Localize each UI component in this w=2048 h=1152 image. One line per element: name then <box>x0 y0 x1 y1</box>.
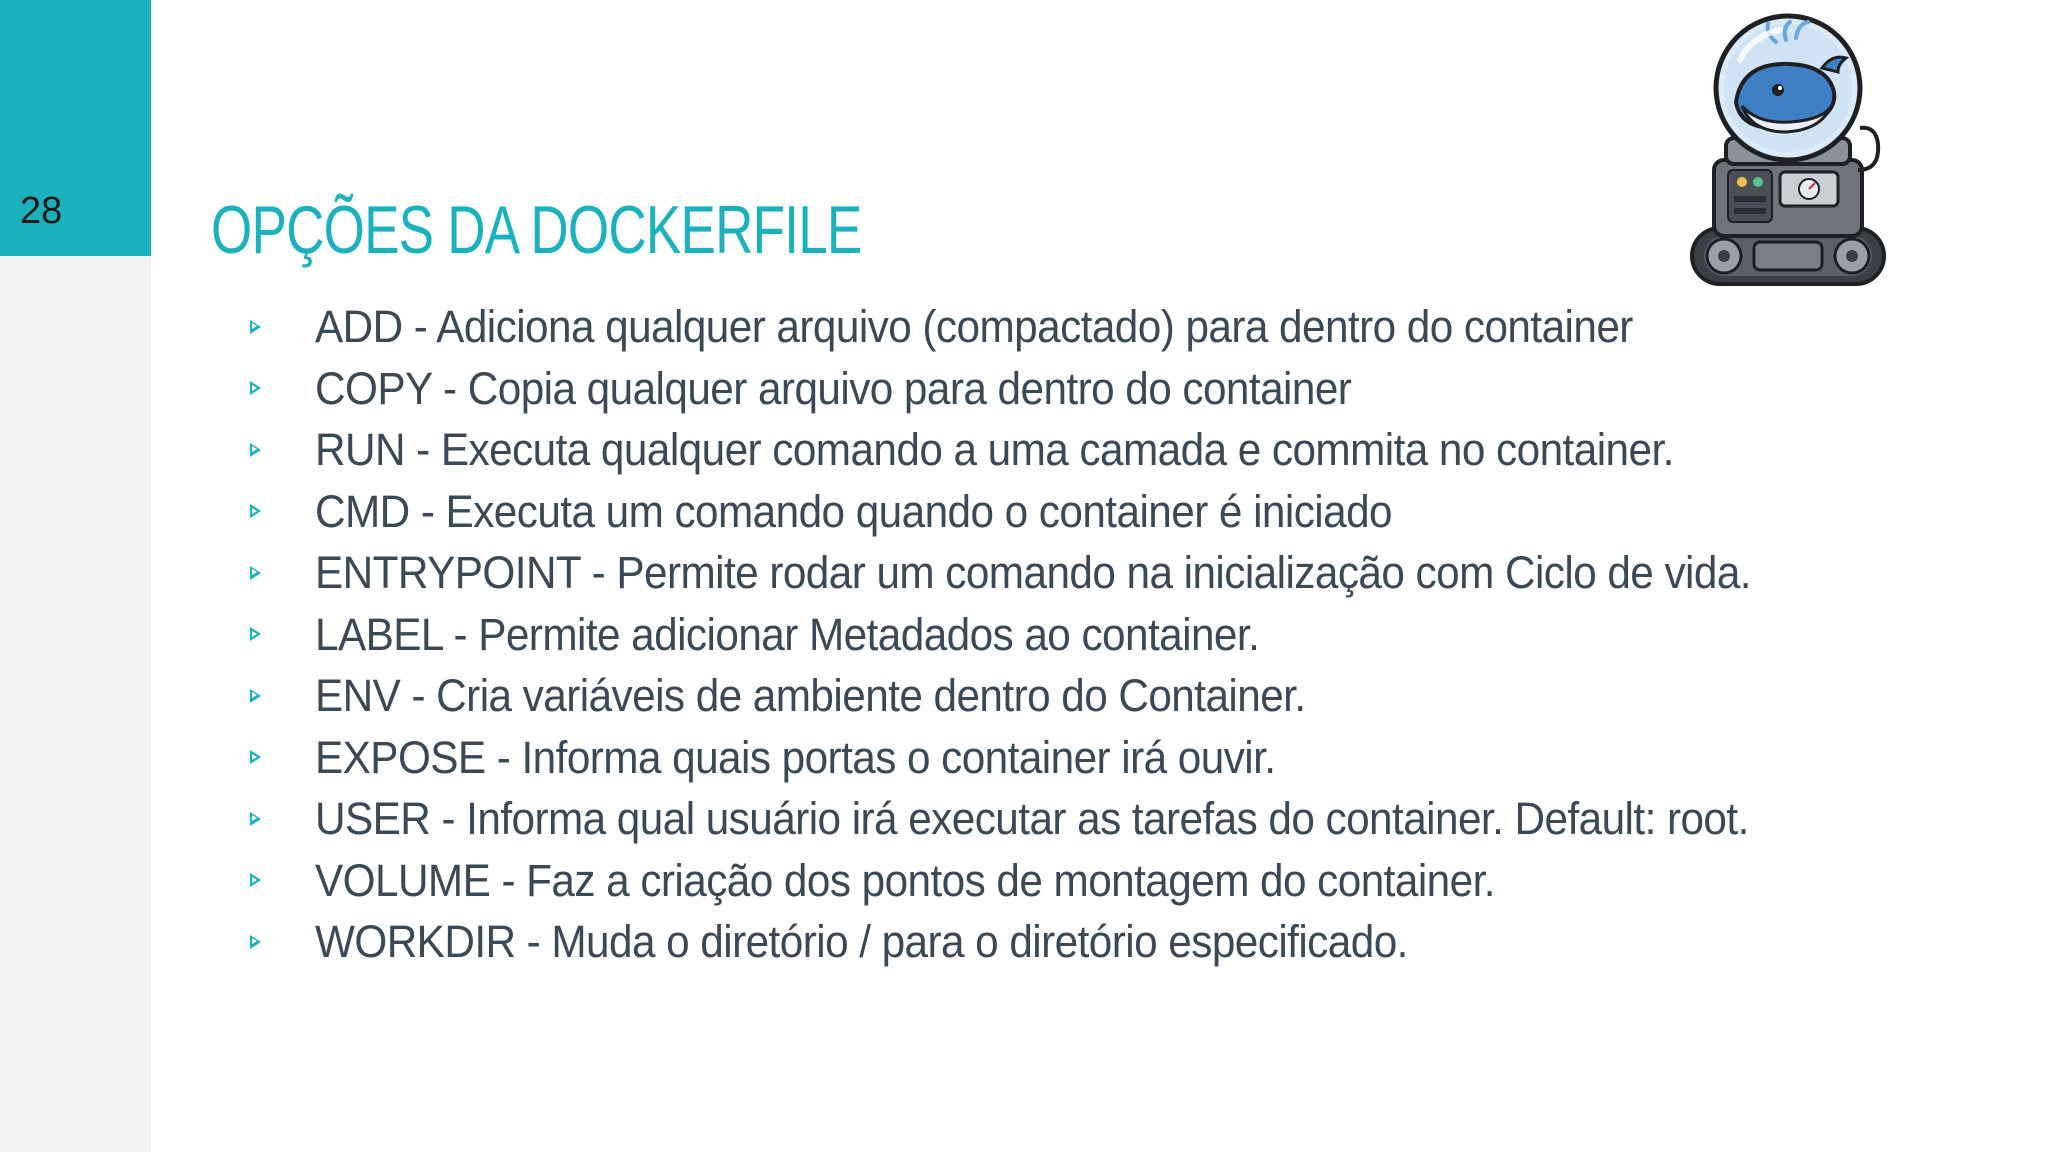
docker-whale-robot-icon <box>1670 10 1906 292</box>
triangle-bullet-icon <box>250 812 261 826</box>
slide-title: OPÇÕES DA DOCKERFILE <box>211 191 862 268</box>
list-item-text: COPY - Copia qualquer arquivo para dentro do container <box>315 362 1352 414</box>
list-item-text: CMD - Executa um comando quando o container é iniciado <box>315 485 1393 537</box>
list-item <box>245 542 1843 604</box>
list-item <box>245 296 1843 358</box>
list-item-text: EXPOSE - Informa quais portas o container irá ouvir. <box>315 731 1276 783</box>
dockerfile-options-list <box>245 296 1843 973</box>
slide-number-box <box>0 0 151 256</box>
list-item <box>245 850 1843 912</box>
list-item-text: WORKDIR - Muda o diretório / para o diretório especificado. <box>315 916 1408 968</box>
list-item <box>245 358 1843 420</box>
list-item-text: ADD - Adiciona qualquer arquivo (compactado) para dentro do container <box>315 301 1633 353</box>
list-item-text: ENTRYPOINT - Permite rodar um comando na inicialização com Ciclo de vida. <box>315 547 1751 599</box>
list-item <box>245 419 1843 481</box>
list-item-text: VOLUME - Faz a criação dos pontos de montagem do container. <box>315 854 1495 906</box>
list-item-text: USER - Informa qual usuário irá executar as tarefas do container. Default: root. <box>315 793 1749 845</box>
list-item-text: LABEL - Permite adicionar Metadados ao container. <box>315 608 1260 660</box>
triangle-bullet-icon <box>250 689 261 703</box>
list-item <box>245 604 1843 666</box>
list-item <box>245 911 1843 973</box>
list-item-text: RUN - Executa qualquer comando a uma camada e commita no container. <box>315 424 1674 476</box>
triangle-bullet-icon <box>250 320 261 334</box>
triangle-bullet-icon <box>250 627 261 641</box>
triangle-bullet-icon <box>250 566 261 580</box>
triangle-bullet-icon <box>250 381 261 395</box>
list-item <box>245 788 1843 850</box>
slide-number: 28 <box>20 190 63 232</box>
triangle-bullet-icon <box>250 873 261 887</box>
list-item <box>245 727 1843 789</box>
triangle-bullet-icon <box>250 504 261 518</box>
triangle-bullet-icon <box>250 750 261 764</box>
triangle-bullet-icon <box>250 443 261 457</box>
triangle-bullet-icon <box>250 935 261 949</box>
list-item <box>245 665 1843 727</box>
list-item-text: ENV - Cria variáveis de ambiente dentro do Container. <box>315 670 1306 722</box>
list-item <box>245 481 1843 543</box>
